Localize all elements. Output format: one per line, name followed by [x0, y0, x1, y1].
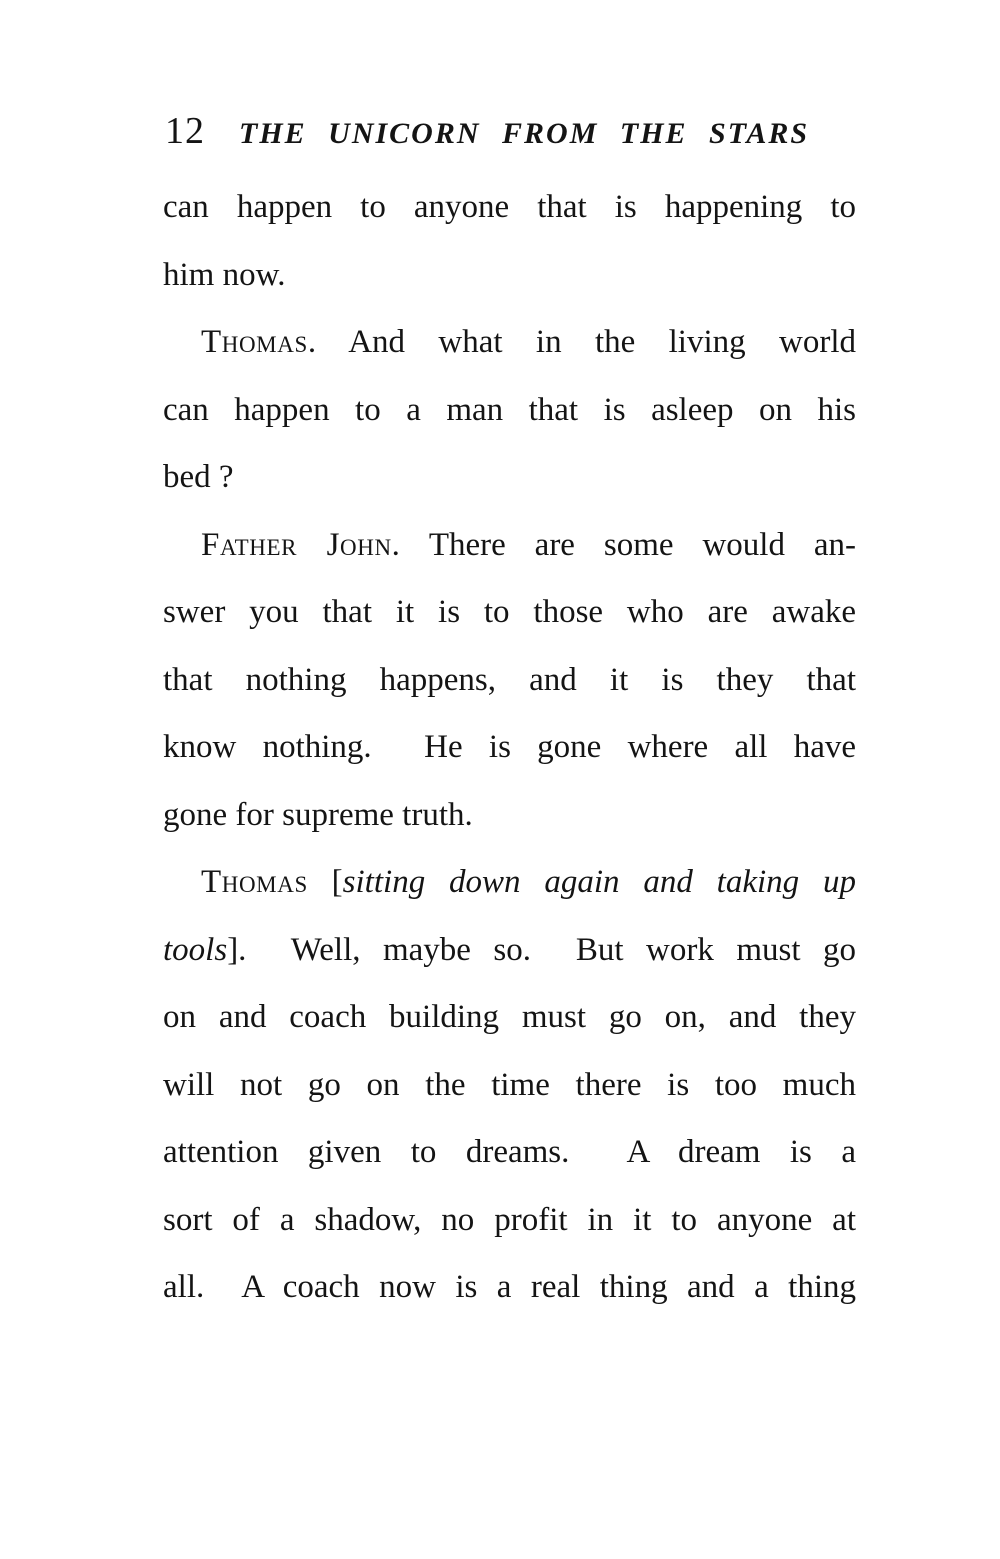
dialogue-text: ]. Well, maybe so. But work must go	[227, 931, 856, 968]
text-line	[163, 1119, 856, 1187]
dialogue-text: There are some would an-	[400, 526, 856, 563]
text-line	[163, 377, 856, 445]
text-line	[163, 174, 856, 242]
text-line	[163, 782, 856, 850]
text-line	[163, 984, 856, 1052]
text-line	[163, 849, 856, 917]
dialogue-text: bed ?	[163, 459, 234, 495]
running-header	[165, 112, 865, 150]
dialogue-text: gone for supreme truth.	[163, 796, 473, 833]
speaker-name: Thomas	[201, 864, 308, 900]
speaker-name: Thomas.	[201, 324, 317, 360]
dialogue-text: can happen to a man that is asleep on his	[163, 391, 856, 428]
header-title: THE UNICORN FROM THE STARS	[239, 117, 810, 150]
dialogue-text: And what in the living world	[316, 324, 856, 360]
dialogue-text: know nothing. He is gone where all have	[163, 729, 856, 765]
dialogue-text: all. A coach now is a real thing and a thing	[163, 1269, 856, 1305]
dialogue-text: can happen to anyone that is happening to	[163, 189, 856, 225]
text-line	[163, 1187, 856, 1255]
page-number: 12	[165, 110, 205, 152]
dialogue-text: attention given to dreams. A dream is a	[163, 1134, 856, 1170]
text-line	[163, 917, 856, 985]
dialogue-text: sort of a shadow, no profit in it to anyone at	[163, 1201, 856, 1238]
dialogue-text: swer you that it is to those who are awake	[163, 594, 856, 630]
text-line	[163, 579, 856, 647]
dialogue-text: [	[307, 864, 343, 900]
text-line	[163, 444, 856, 512]
stage-direction: sitting down again and taking up	[342, 864, 856, 900]
stage-direction: tools	[163, 931, 228, 968]
text-line	[163, 309, 856, 377]
text-block	[163, 174, 856, 1322]
text-line	[163, 242, 856, 310]
text-line	[163, 1254, 856, 1322]
text-line	[163, 512, 856, 580]
dialogue-text: him now.	[163, 256, 286, 293]
text-line	[163, 714, 856, 782]
text-line	[163, 1052, 856, 1120]
text-line	[163, 647, 856, 715]
speaker-name: Father John.	[201, 526, 401, 563]
dialogue-text: on and coach building must go on, and they	[163, 999, 856, 1035]
dialogue-text: will not go on the time there is too much	[163, 1066, 856, 1103]
dialogue-text: that nothing happens, and it is they that	[163, 661, 856, 698]
